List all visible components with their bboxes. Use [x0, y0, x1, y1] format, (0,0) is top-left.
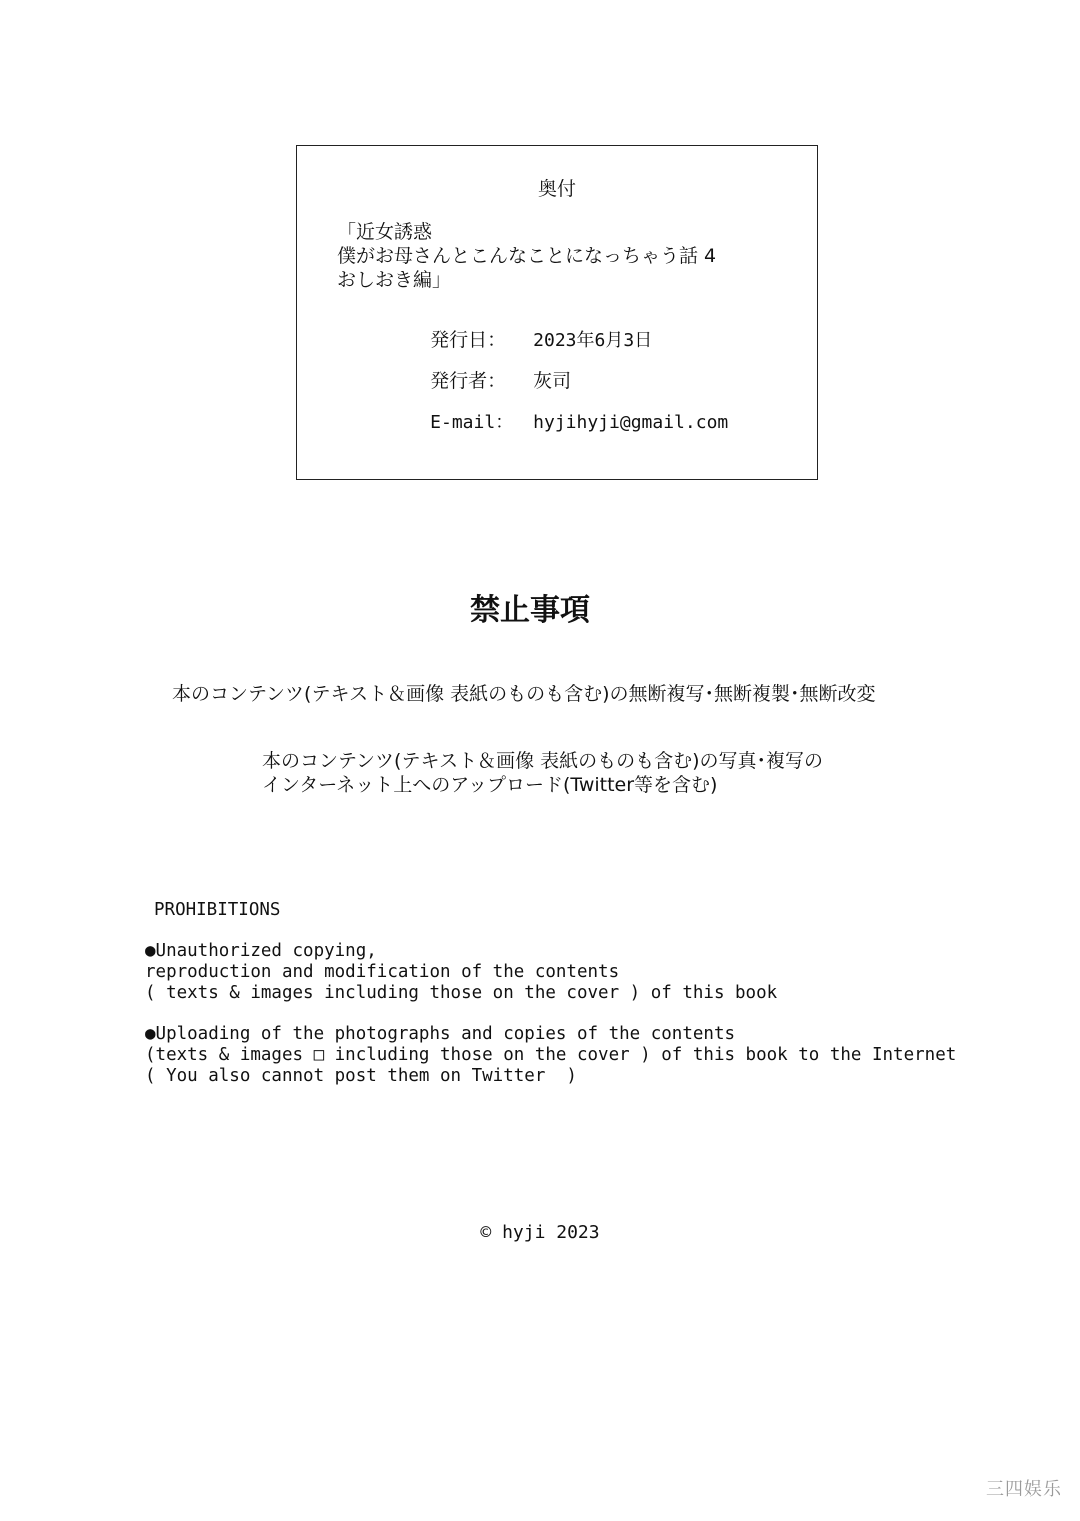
prohibition-en-copying: ●Unauthorized copying, reproduction and modification of the contents ( texts & images including those on the cover ) of this book [145, 941, 778, 1003]
publish-date-value: 2023年6月3日 [533, 330, 653, 351]
prohibition-jp-upload: 本のコンテンツ(テキスト＆画像 表紙のものも含む)の写真･複写の インターネット上へのアップロード(Twitter等を含む) [262, 750, 824, 796]
publish-date-label: 発行日： [430, 329, 507, 351]
publisher-value: 灰司 [533, 370, 572, 392]
email-label: E-mail： [430, 412, 514, 433]
prohibitions-heading-en: PROHIBITIONS [154, 900, 281, 920]
email-row [406, 386, 728, 456]
colophon-heading: 奥付 [537, 178, 576, 200]
publisher-label: 発行者： [430, 370, 507, 392]
prohibitions-heading-jp: 禁止事項 [470, 593, 590, 628]
prohibition-en-upload: ●Uploading of the photographs and copies of the contents (texts & images □ including those on the cover ) of this book to the Internet ( You also cannot post them on Twitter ) [145, 1024, 957, 1086]
site-watermark: 三四娱乐 [986, 1479, 1062, 1500]
prohibition-jp-copying: 本のコンテンツ(テキスト＆画像 表紙のものも含む)の無断複写･無断複製･無断改変 [172, 683, 876, 705]
copyright-notice: © hyji 2023 [480, 1222, 600, 1243]
colophon-box [296, 145, 818, 480]
email-value: hyjihyji@gmail.com [533, 412, 729, 433]
book-title: 「近女誘惑 僕がお母さんとこんなことになっちゃう話 4 おしおき編」 [337, 221, 717, 291]
